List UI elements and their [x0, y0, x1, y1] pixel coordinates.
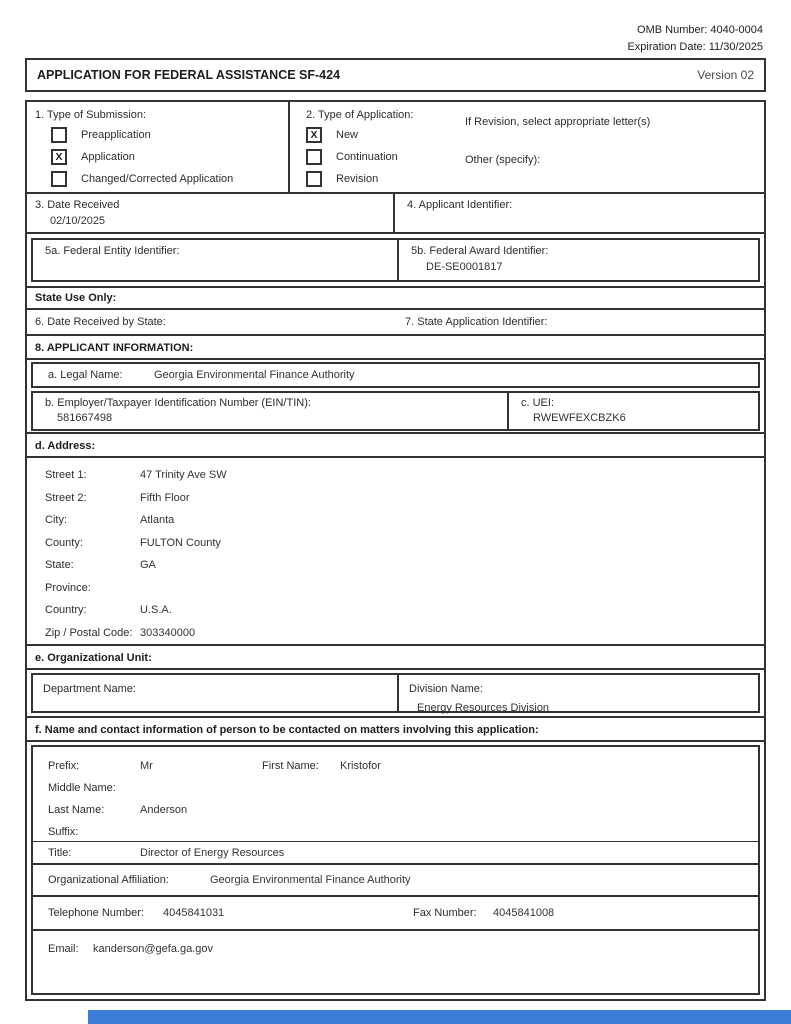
address-header: d. Address: — [27, 434, 764, 458]
application-option-row — [306, 171, 764, 187]
date-received-by-state-label: 6. Date Received by State: — [35, 316, 166, 328]
title-field[interactable]: Director of Energy Resources — [140, 846, 285, 859]
org-unit-box — [31, 673, 760, 713]
address-row — [45, 464, 764, 487]
checkbox-label: Application — [81, 151, 135, 163]
submission-option-row — [51, 149, 280, 165]
bottom-blue-bar — [88, 1010, 791, 1024]
state-application-identifier-label: 7. State Application Identifier: — [405, 316, 548, 328]
telephone-field[interactable]: 4045841031 — [163, 907, 225, 919]
checkbox-label: Preapplication — [81, 129, 151, 141]
affiliation-label: Organizational Affiliation: — [48, 874, 169, 886]
first-name-label: First Name: — [262, 760, 319, 772]
state-use-only-header: State Use Only: — [27, 288, 764, 310]
prefix-field[interactable]: Mr — [140, 760, 153, 772]
state-label: State: — [45, 559, 74, 572]
org-unit-header: e. Organizational Unit: — [27, 646, 764, 670]
row-type-section — [27, 102, 764, 194]
applicant-identifier-label: 4. Applicant Identifier: — [407, 199, 513, 211]
address-section — [27, 458, 764, 646]
federal-award-label: 5b. Federal Award Identifier: — [411, 245, 549, 257]
omb-block — [627, 22, 763, 56]
federal-entity-cell — [33, 240, 399, 280]
address-row — [45, 622, 764, 645]
address-row — [45, 554, 764, 577]
type-of-application-label: 2. Type of Application: — [306, 109, 414, 121]
city-field[interactable]: Atlanta — [140, 514, 175, 527]
legal-name-field[interactable]: Georgia Environmental Finance Authority — [154, 369, 355, 381]
checkbox-mark: X — [55, 150, 63, 163]
legal-name-box — [31, 362, 760, 388]
checkbox-preapplication[interactable] — [51, 127, 67, 143]
applicant-identifier-cell — [395, 194, 764, 232]
date-received-label: 3. Date Received — [35, 199, 120, 211]
division-field[interactable]: Energy Resources Division — [417, 702, 550, 714]
checkbox-continuation[interactable] — [306, 149, 322, 165]
last-name-field[interactable]: Anderson — [140, 804, 188, 816]
first-name-field[interactable]: Kristofor — [340, 760, 381, 772]
prefix-label: Prefix: — [48, 760, 80, 772]
form-title: APPLICATION FOR FEDERAL ASSISTANCE SF-424 — [37, 68, 341, 82]
ein-uei-box — [31, 391, 760, 431]
checkbox-changed-corrected[interactable] — [51, 171, 67, 187]
last-name-label: Last Name: — [48, 804, 105, 816]
checkbox-new[interactable] — [306, 127, 322, 143]
prefix-row — [48, 755, 758, 777]
federal-award-cell — [399, 240, 758, 280]
province-label: Province: — [45, 581, 91, 594]
row-date-received — [27, 194, 764, 234]
last-name-row — [48, 799, 758, 821]
ein-label: b. Employer/Taxpayer Identification Number (EIN/TIN): — [45, 397, 311, 409]
ein-field[interactable]: 581667498 — [57, 412, 113, 424]
zip-field[interactable]: 303340000 — [140, 626, 196, 639]
checkbox-label: New — [336, 129, 359, 141]
affiliation-field[interactable]: Georgia Environmental Finance Authority — [210, 874, 411, 886]
checkbox-label: Changed/Corrected Application — [81, 173, 234, 185]
legal-name-label: a. Legal Name: — [48, 369, 123, 381]
form-body — [25, 100, 766, 1001]
state-field[interactable]: GA — [140, 559, 156, 572]
division-label: Division Name: — [409, 683, 483, 695]
department-cell — [33, 675, 399, 711]
address-row — [45, 487, 764, 510]
suffix-row — [48, 821, 758, 843]
county-field[interactable]: FULTON County — [140, 536, 221, 549]
country-label: Country: — [45, 604, 87, 617]
country-field[interactable]: U.S.A. — [140, 604, 172, 617]
federal-entity-label: 5a. Federal Entity Identifier: — [45, 245, 180, 257]
federal-award-field[interactable]: DE-SE0001817 — [426, 261, 503, 273]
date-received-cell — [27, 194, 395, 232]
type-of-submission-label: 1. Type of Submission: — [35, 109, 147, 121]
submission-option-row — [51, 171, 280, 187]
address-row — [45, 532, 764, 555]
revision-note: If Revision, select appropriate letter(s) — [465, 116, 651, 128]
other-specify-label: Other (specify): — [465, 154, 541, 166]
address-row — [45, 509, 764, 532]
middle-name-label: Middle Name: — [48, 782, 116, 794]
city-label: City: — [45, 514, 67, 527]
county-label: County: — [45, 536, 83, 549]
email-label: Email: — [48, 943, 79, 955]
contact-names — [33, 747, 758, 841]
telephone-label: Telephone Number: — [48, 907, 145, 919]
row-legal-ein-uei — [27, 360, 764, 434]
street2-label: Street 2: — [45, 491, 87, 504]
checkbox-label: Continuation — [336, 151, 398, 163]
title-row — [33, 841, 758, 865]
expiration-date: Expiration Date: 11/30/2025 — [627, 41, 763, 53]
form-version: Version 02 — [697, 68, 754, 82]
checkbox-revision[interactable] — [306, 171, 322, 187]
department-label: Department Name: — [43, 683, 136, 695]
contact-header: f. Name and contact information of person to be contacted on matters involving this application: — [27, 718, 764, 742]
uei-label: c. UEI: — [521, 397, 555, 409]
email-row — [33, 931, 758, 993]
type-of-application-cell — [290, 102, 764, 192]
street1-label: Street 1: — [45, 469, 87, 482]
fax-field[interactable]: 4045841008 — [493, 907, 555, 919]
contact-section — [27, 742, 764, 999]
org-unit-section — [27, 670, 764, 718]
applicant-information-header: 8. APPLICANT INFORMATION: — [27, 336, 764, 360]
application-option-row — [306, 127, 764, 143]
middle-name-row — [48, 777, 758, 799]
telephone-row — [33, 897, 758, 931]
federal-identifiers-box — [31, 238, 760, 282]
checkbox-mark: X — [310, 128, 318, 141]
row-federal-identifiers — [27, 234, 764, 288]
contact-box — [31, 745, 760, 995]
suffix-label: Suffix: — [48, 826, 79, 838]
form-header — [25, 58, 766, 92]
street1-field[interactable]: 47 Trinity Ave SW — [140, 469, 227, 482]
date-received-field[interactable]: 02/10/2025 — [50, 215, 106, 227]
division-cell — [399, 675, 758, 714]
checkbox-label: Revision — [336, 173, 379, 185]
uei-field[interactable]: RWEWFEXCBZK6 — [533, 412, 626, 424]
row-state-received — [27, 310, 764, 336]
street2-field[interactable]: Fifth Floor — [140, 491, 190, 504]
uei-cell — [509, 393, 758, 429]
email-field[interactable]: kanderson@gefa.ga.gov — [93, 943, 214, 955]
type-of-submission-cell — [27, 102, 290, 192]
fax-label: Fax Number: — [413, 907, 477, 919]
zip-label: Zip / Postal Code: — [45, 626, 133, 639]
submission-option-row — [51, 127, 280, 143]
omb-number: OMB Number: 4040-0004 — [637, 24, 763, 36]
ein-cell — [33, 393, 509, 429]
checkbox-application[interactable] — [51, 149, 67, 165]
address-row — [45, 577, 764, 600]
address-row — [45, 599, 764, 622]
affiliation-row — [33, 865, 758, 897]
title-label: Title: — [48, 846, 72, 859]
